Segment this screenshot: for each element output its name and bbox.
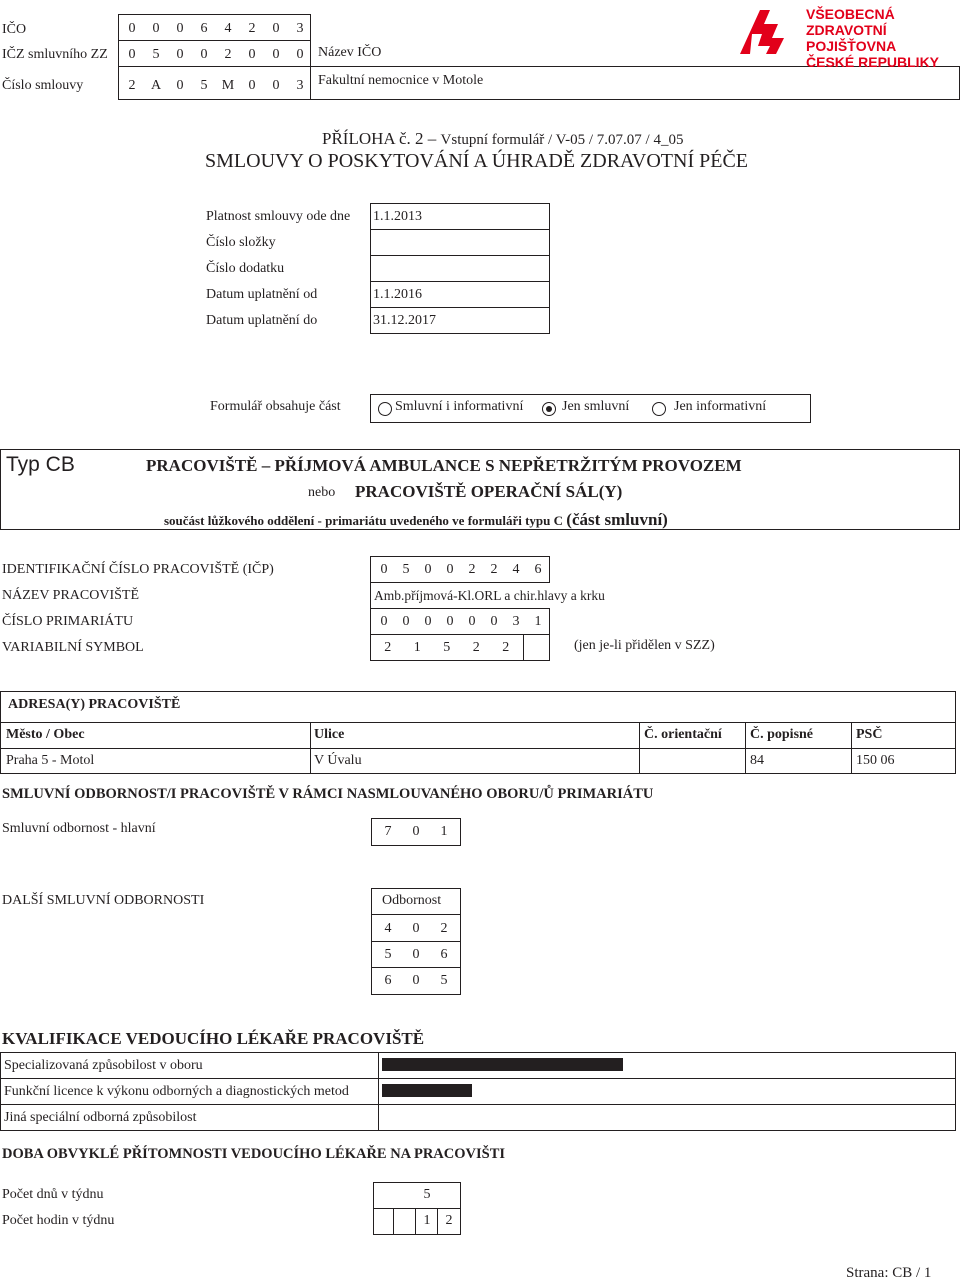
validity-value-5: 31.12.2017	[373, 313, 436, 328]
iczz-digit-6: 0	[248, 47, 256, 62]
dalsi-header: Odbornost	[382, 893, 442, 908]
odbornost-title: SMLUVNÍ ODBORNOST/I PRACOVIŠTĚ V RÁMCI NASMLOUVANÉHO OBORU/Ů PRIMARIÁTU	[2, 786, 654, 802]
ico-digit-4: 6	[200, 21, 208, 36]
typ-line-3-text: součást lůžkového oddělení - primariátu uvedeného ve formuláři typu C	[164, 513, 564, 528]
prim-digit-5: 0	[468, 614, 476, 629]
cislo-digit-3: 0	[176, 78, 184, 93]
icp-digit-3: 0	[424, 562, 432, 577]
cislo-digit-8: 3	[296, 78, 304, 93]
dny-label: Počet dnů v týdnu	[2, 1187, 104, 1202]
option-label-1: Smluvní i informativní	[395, 399, 524, 414]
hlavni-digit-1: 7	[384, 824, 392, 839]
dalsi-row-1-digit-2: 0	[412, 921, 420, 936]
icp-digit-1: 0	[380, 562, 388, 577]
typ-line-3-tail: (část smluvní)	[566, 510, 668, 529]
title-rest: Vstupní formulář / V-05 / 7.07.07 / 4_05	[440, 132, 684, 148]
ico-label: IČO	[2, 22, 27, 37]
pritomnost-title: DOBA OBVYKLÉ PŘÍTOMNOSTI VEDOUCÍHO LÉKAŘE NA PRACOVIŠTI	[2, 1146, 506, 1162]
icp-digit-2: 5	[402, 562, 410, 577]
dalsi-row-2-digit-1: 5	[384, 947, 392, 962]
iczz-digit-3: 0	[176, 47, 184, 62]
vzp-logo-text	[806, 6, 960, 70]
logo-line-2: ZDRAVOTNÍ POJIŠŤOVNA	[806, 22, 897, 54]
dny-digit-2: 5	[423, 1187, 431, 1202]
validity-label-4: Datum uplatnění od	[206, 287, 318, 302]
dalsi-row-3-digit-2: 0	[412, 973, 420, 988]
ico-digit-6: 2	[248, 21, 256, 36]
validity-field-3[interactable]	[370, 255, 550, 282]
vs-digit-4: 2	[472, 640, 480, 655]
hodiny-digit-3: 2	[445, 1213, 453, 1228]
title-line-2: SMLOUVY O POSKYTOVÁNÍ A ÚHRADĚ ZDRAVOTNÍ PÉČE	[205, 150, 748, 172]
ico-digit-1: 0	[128, 21, 136, 36]
icp-digit-4: 0	[446, 562, 454, 577]
hlavni-label: Smluvní odbornost - hlavní	[2, 821, 156, 836]
cislo-digit-7: 0	[272, 78, 280, 93]
dalsi-row-2-digit-3: 6	[440, 947, 448, 962]
header-ulice: Ulice	[314, 727, 345, 742]
cislo-digit-2: A	[150, 78, 162, 93]
dalsi-row-1-digit-3: 2	[440, 921, 448, 936]
hlavni-digit-2: 0	[412, 824, 420, 839]
validity-label-1: Platnost smlouvy ode dne	[206, 209, 351, 224]
validity-label-2: Číslo složky	[206, 235, 276, 250]
kval-label-2: Funkční licence k výkonu odborných a diagnostických metod	[4, 1084, 349, 1099]
address-title: ADRESA(Y) PRACOVIŠTĚ	[8, 697, 181, 712]
cislo-smlouvy-label: Číslo smlouvy	[2, 78, 84, 93]
nazev-ico-label: Název IČO	[318, 45, 382, 60]
nazev-pracoviste-value: Amb.příjmová-Kl.ORL a chir.hlavy a krku	[374, 588, 605, 603]
radio-smluvni-i-informativni[interactable]	[378, 402, 392, 416]
kval-label-1: Specializovaná způsobilost v oboru	[4, 1058, 203, 1073]
kvalifikace-title: KVALIFIKACE VEDOUCÍHO LÉKAŘE PRACOVIŠTĚ	[2, 1029, 425, 1048]
iczz-label: IČZ smluvního ZZ	[2, 47, 108, 62]
iczz-digit-4: 0	[200, 47, 208, 62]
validity-label-3: Číslo dodatku	[206, 261, 285, 276]
iczz-digit-8: 0	[296, 47, 304, 62]
dalsi-label: DALŠÍ SMLUVNÍ ODBORNOSTI	[2, 893, 205, 908]
typ-nebo: nebo	[308, 485, 336, 500]
iczz-digit-2: 5	[152, 47, 160, 62]
icp-digit-8: 6	[534, 562, 542, 577]
kval-label-3: Jiná speciální odborná způsobilost	[4, 1110, 197, 1125]
iczz-digit-5: 2	[224, 47, 232, 62]
vs-note: (jen je-li přidělen v SZZ)	[574, 638, 715, 653]
icp-digit-5: 2	[468, 562, 476, 577]
form-parts-label: Formulář obsahuje část	[210, 399, 341, 414]
vs-digit-3: 5	[443, 640, 451, 655]
ico-digit-3: 0	[176, 21, 184, 36]
redacted-licence	[382, 1084, 472, 1097]
cell-mesto: Praha 5 - Motol	[6, 753, 95, 768]
redacted-specializace	[382, 1058, 623, 1071]
nazev-pracoviste-label: NÁZEV PRACOVIŠTĚ	[2, 588, 140, 603]
header-c-popisne: Č. popisné	[750, 727, 814, 742]
prim-digit-2: 0	[402, 614, 410, 629]
vs-digit-2: 1	[413, 640, 421, 655]
typ-line-1: PRACOVIŠTĚ – PŘÍJMOVÁ AMBULANCE S NEPŘETRŽITÝM PROVOZEM	[146, 456, 742, 475]
prim-digit-8: 1	[534, 614, 542, 629]
cislo-digit-6: 0	[248, 78, 256, 93]
dalsi-row-3-digit-3: 5	[440, 973, 448, 988]
cell-ulice: V Úvalu	[314, 753, 362, 768]
icp-label: IDENTIFIKAČNÍ ČÍSLO PRACOVIŠTĚ (IČP)	[2, 562, 274, 577]
title-prefix: PŘÍLOHA č. 2	[322, 129, 424, 148]
prim-digit-3: 0	[424, 614, 432, 629]
prim-digit-1: 0	[380, 614, 388, 629]
header-psc: PSČ	[856, 727, 883, 742]
iczz-digit-7: 0	[272, 47, 280, 62]
title-dash: –	[427, 129, 437, 148]
typ-line-2: PRACOVIŠTĚ OPERAČNÍ SÁL(Y)	[355, 482, 623, 501]
ico-digit-7: 0	[272, 21, 280, 36]
iczz-digit-1: 0	[128, 47, 136, 62]
vs-digit-1: 2	[384, 640, 392, 655]
dalsi-row-1-digit-1: 4	[384, 921, 392, 936]
option-label-3: Jen informativní	[674, 399, 767, 414]
cislo-digit-5: M	[221, 78, 235, 93]
title-line-1	[322, 129, 683, 149]
cell-c-popisne: 84	[750, 753, 764, 768]
prim-digit-7: 3	[512, 614, 520, 629]
cell-psc: 150 06	[856, 753, 895, 768]
hlavni-digit-3: 1	[440, 824, 448, 839]
prim-digit-6: 0	[490, 614, 498, 629]
cislo-digit-4: 5	[200, 78, 208, 93]
validity-field-2[interactable]	[370, 229, 550, 256]
dalsi-row-2-digit-2: 0	[412, 947, 420, 962]
hodiny-label: Počet hodin v týdnu	[2, 1213, 115, 1228]
validity-value-4: 1.1.2016	[373, 287, 422, 302]
cislo-digit-1: 2	[128, 78, 136, 93]
option-label-2: Jen smluvní	[562, 399, 630, 414]
icp-digit-6: 2	[490, 562, 498, 577]
nazev-ico-value: Fakultní nemocnice v Motole	[318, 73, 484, 88]
logo-line-3: ČESKÉ REPUBLIKY	[806, 54, 940, 70]
ico-digit-2: 0	[152, 21, 160, 36]
prim-digit-4: 0	[446, 614, 454, 629]
ico-digit-5: 4	[224, 21, 232, 36]
header-mesto: Město / Obec	[6, 727, 85, 742]
page-number: Strana: CB / 1	[846, 1265, 932, 1281]
typ-label: Typ CB	[6, 453, 75, 476]
radio-jen-informativni[interactable]	[652, 402, 666, 416]
validity-value-1: 1.1.2013	[373, 209, 422, 224]
validity-label-5: Datum uplatnění do	[206, 313, 318, 328]
vzp-logo-icon	[738, 6, 800, 56]
logo-line-1: VŠEOBECNÁ	[806, 6, 895, 22]
cislo-primariatu-label: ČÍSLO PRIMARIÁTU	[2, 614, 134, 629]
dalsi-row-3-digit-1: 6	[384, 973, 392, 988]
variabilni-symbol-label: VARIABILNÍ SYMBOL	[2, 640, 144, 655]
typ-line-3	[164, 510, 668, 530]
hodiny-digit-2: 1	[423, 1213, 431, 1228]
header-c-orientacni: Č. orientační	[644, 727, 722, 742]
ico-digit-8: 3	[296, 21, 304, 36]
vs-digit-5: 2	[502, 640, 510, 655]
icp-digit-7: 4	[512, 562, 520, 577]
radio-jen-smluvni[interactable]	[542, 402, 556, 416]
